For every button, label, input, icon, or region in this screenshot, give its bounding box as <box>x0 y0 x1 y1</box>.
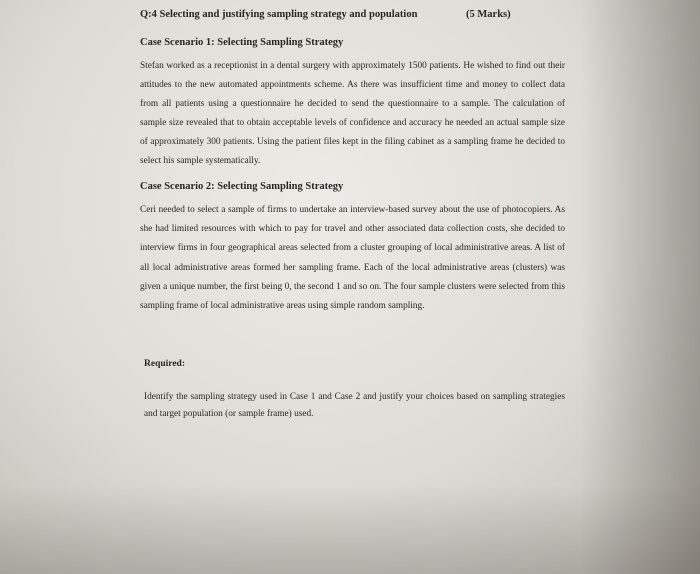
question-marks: (5 Marks) <box>466 9 511 20</box>
document-content <box>140 6 565 423</box>
required-label: Required: <box>144 359 185 370</box>
case2-heading: Case Scenario 2: Selecting Sampling Strategy <box>140 181 344 192</box>
case1-paragraph: Stefan worked as a receptionist in a dental surgery with approximately 1500 patients. He wished to find out their attitudes to the new automated appointments scheme. As there was insufficient time and money to collect data from all patients using a questionnaire he decided to send the questionnaire to a sample. The calculation of sample size revealed that to obtain acceptable levels of confidence and accuracy he needed an actual sample size of approximately 300 patients. Using the patient files kept in the filing cabinet as a sampling frame he decided to select his sample systematically. <box>140 61 565 166</box>
case1-heading: Case Scenario 1: Selecting Sampling Strategy <box>140 37 344 48</box>
case2-paragraph: Ceri needed to select a sample of firms to undertake an interview-based survey about the use of photocopiers. As she had limited resources with which to pay for travel and other associated data collection costs, she decided to interview firms in four geographical areas selected from a cluster grouping of local administrative areas. A list of all local administrative areas formed her sampling frame. Each of the local administrative areas (clusters) was given a unique number, the first being 0, the second 1 and so on. The four sample clusters were selected from this sampling frame of local administrative areas using simple random sampling. <box>140 205 565 312</box>
question-title: Q:4 Selecting and justifying sampling strategy and population <box>140 9 418 20</box>
required-task: Identify the sampling strategy used in Case 1 and Case 2 and justify your choices based on sampling strategies and target population (or sample frame) used. <box>144 392 565 420</box>
photo-shadow-bottom <box>0 484 700 574</box>
question-header <box>140 9 565 27</box>
